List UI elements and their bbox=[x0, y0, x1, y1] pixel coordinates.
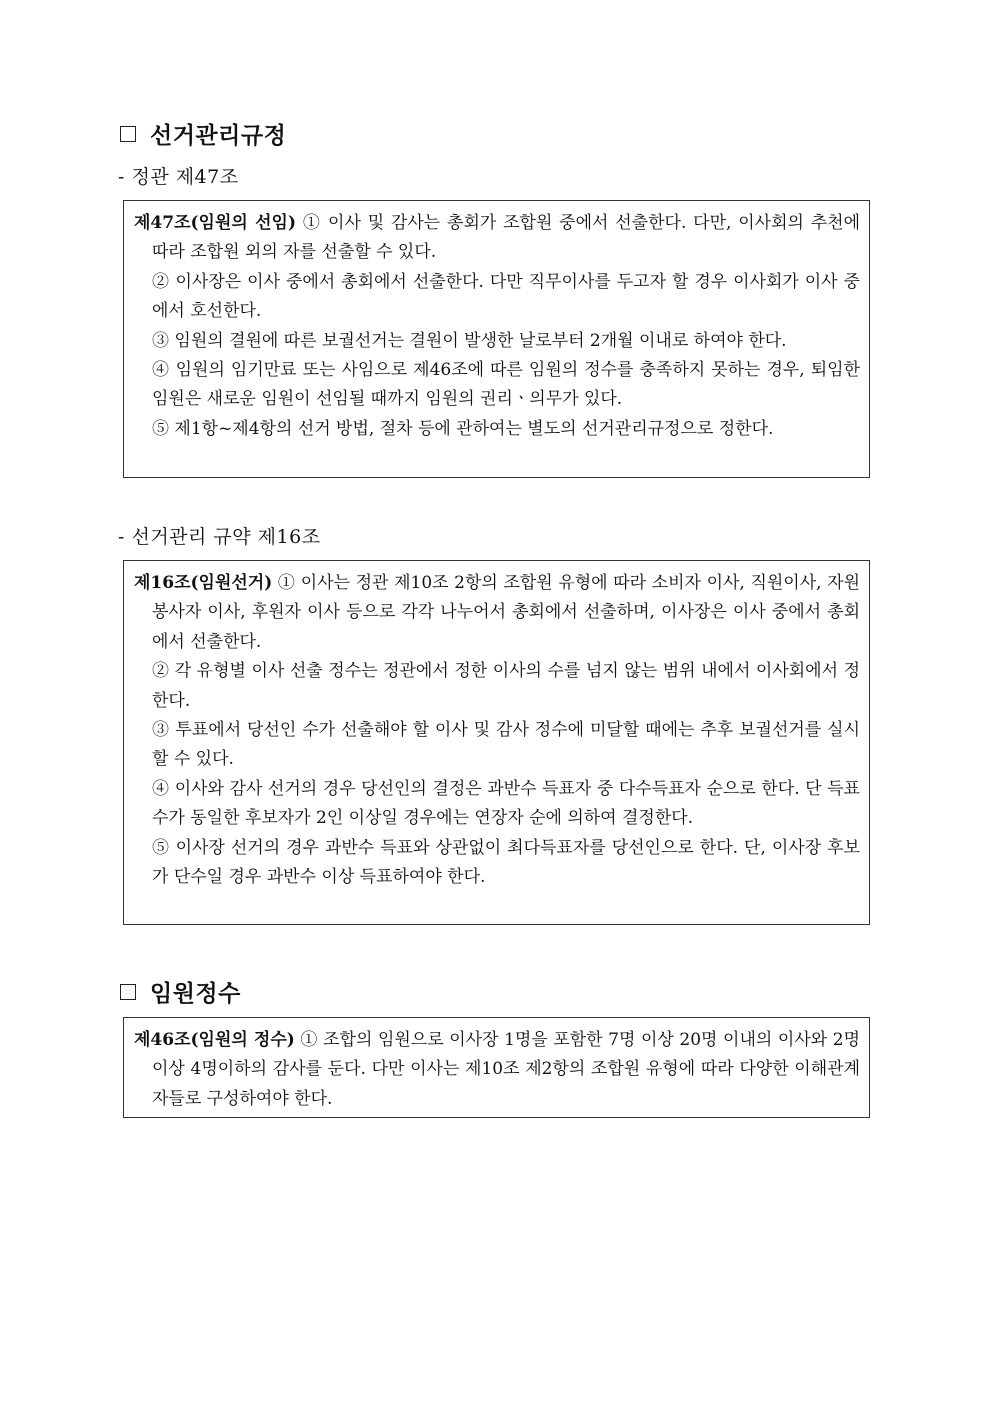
section-heading-officer-quota bbox=[120, 975, 241, 1008]
article-paragraph-2: ② 각 유형별 이사 선출 정수는 정관에서 정한 이사의 수를 넘지 않는 범위 내에서 이사회에서 정한다. bbox=[152, 661, 860, 711]
article-title: 제46조(임원의 정수) bbox=[134, 1030, 295, 1050]
article-title: 제47조(임원의 선임) bbox=[134, 213, 297, 233]
article-title: 제16조(임원선거) bbox=[134, 573, 273, 593]
article-paragraph-1: 제16조(임원선거) ① 이사는 정관 제10조 2항의 조합원 유형에 따라 소비자 이사, 직원이사, 자원봉사자 이사, 후원자 이사 등으로 각각 나누어서 총회에서 선출하며, 이사장은 이사 중에서 총회에서 선출한다. bbox=[134, 573, 860, 652]
checkbox-square-icon bbox=[120, 126, 136, 142]
article-paragraph-3: ③ 임원의 결원에 따른 보궐선거는 결원이 발생한 날로부터 2개월 이내로 하여야 한다. bbox=[152, 330, 787, 351]
article-paragraph-4: ④ 임원의 임기만료 또는 사임으로 제46조에 따른 임원의 정수를 충족하지 못하는 경우, 퇴임한 임원은 새로운 임원이 선임될 때까지 임원의 권리ㆍ의무가 있다. bbox=[152, 360, 860, 410]
article-paragraph-3: ③ 투표에서 당선인 수가 선출해야 할 이사 및 감사 정수에 미달할 때에는 추후 보궐선거를 실시 할 수 있다. bbox=[152, 720, 860, 770]
article-paragraph-5: ⑤ 이사장 선거의 경우 과반수 득표와 상관없이 최다득표자를 당선인으로 한다. 단, 이사장 후보가 단수일 경우 과반수 이상 득표하여야 한다. bbox=[152, 837, 860, 888]
article-paragraph-1: 제47조(임원의 선임) ① 이사 및 감사는 총회가 조합원 중에서 선출한다. 다만, 이사회의 추천에 따라 조합원 외의 자를 선출할 수 있다. bbox=[134, 213, 860, 263]
section-heading-election-rules bbox=[120, 117, 286, 150]
article-paragraph-1: 제46조(임원의 정수) ① 조합의 임원으로 이사장 1명을 포함한 7명 이상 20명 이내의 이사와 2명이상 4명이하의 감사를 둔다. 다만 이사는 제10조 제2항의 조합원 유형에 따라 다양한 이해관계자들로 구성하여야 한다. bbox=[134, 1030, 860, 1109]
article-box-16 bbox=[123, 560, 870, 925]
article-paragraph-2: ② 이사장은 이사 중에서 총회에서 선출한다. 다만 직무이사를 두고자 할 경우 이사회가 이사 중에서 호선한다. bbox=[152, 271, 860, 322]
section-title: 선거관리규정 bbox=[150, 123, 287, 149]
checkbox-square-icon bbox=[120, 984, 136, 1000]
article-paragraph-5: ⑤ 제1항~제4항의 선거 방법, 절차 등에 관하여는 별도의 선거관리규정으로 정한다. bbox=[152, 418, 774, 439]
subheading-articles-47: - 정관 제47조 bbox=[118, 166, 239, 188]
subheading-bylaw-16: - 선거관리 규약 제16조 bbox=[118, 526, 321, 548]
article-box-47 bbox=[123, 200, 870, 478]
article-box-46 bbox=[123, 1017, 870, 1118]
article-paragraph-4: ④ 이사와 감사 선거의 경우 당선인의 결정은 과반수 득표자 중 다수득표자 순으로 한다. 단 득표수가 동일한 후보자가 2인 이상일 경우에는 연장자 순에 의하여 결정한다. bbox=[152, 778, 860, 829]
section-title: 임원정수 bbox=[150, 981, 241, 1007]
